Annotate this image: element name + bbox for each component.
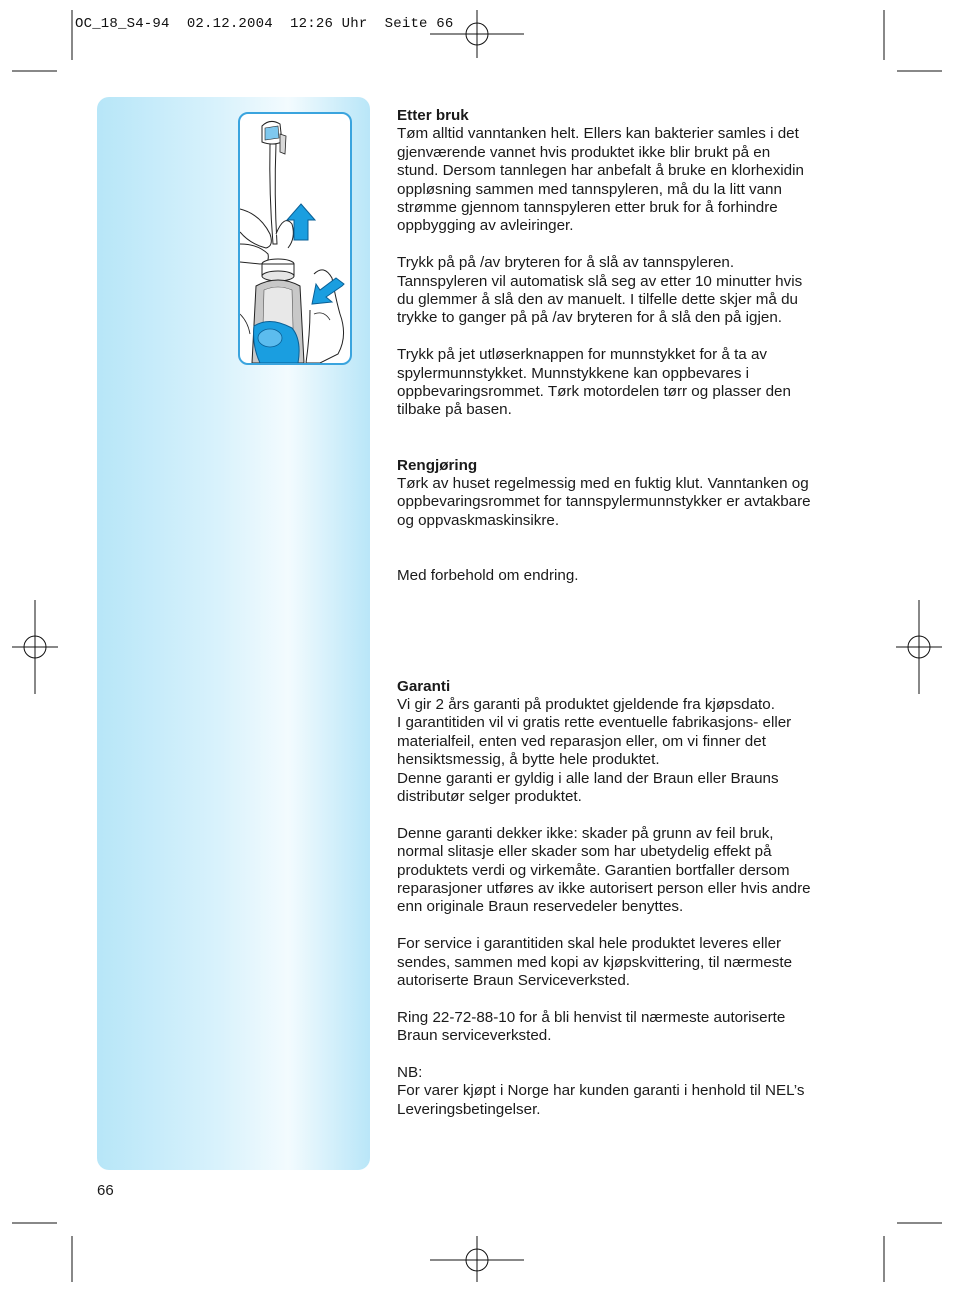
- text-line: sendes, sammen med kopi av kjøpskvittering, til nærmeste: [397, 953, 793, 971]
- text-line: oppbevaringsrommet. Tørk motordelen tørr og plasser den: [397, 383, 791, 401]
- paragraph: [397, 254, 867, 328]
- section-etter-bruk: [397, 107, 867, 420]
- text-line: stund. Dersom tannlegen har anbefalt å bruke en klorhexidin: [397, 162, 804, 180]
- product-illustration: [238, 112, 352, 365]
- registration-target-icon: [430, 1236, 524, 1282]
- text-line: du glemmer å slå den av manuelt. I tilfelle dette skjer må du: [397, 291, 798, 309]
- text-line: spylermunnstykket. Munnstykkene kan oppbevares i: [397, 364, 750, 382]
- text-line: normal slitasje eller skader som har ubetydelig effekt på: [397, 843, 772, 861]
- paragraph: [397, 567, 867, 585]
- text-line: Leveringsbetingelser.: [397, 1100, 541, 1118]
- text-line: oppløsning sammen med tannspyleren, må du la litt vann: [397, 180, 782, 198]
- text-line: tilbake på basen.: [397, 401, 512, 419]
- registration-target-icon: [430, 10, 524, 58]
- slug-line: OC_18_S4-94 02.12.2004 12:26 Uhr Seite 66: [75, 16, 454, 32]
- paragraph: [397, 696, 867, 806]
- section-rengjoring: [397, 457, 867, 586]
- paragraph: [397, 1064, 867, 1119]
- paragraph: [397, 346, 867, 420]
- text-line: Trykk på jet utløserknappen for munnstykket for å ta av: [397, 346, 768, 364]
- paragraph: [397, 475, 867, 530]
- paragraph: [397, 125, 867, 235]
- section-garanti: [397, 678, 867, 1120]
- text-line: oppbevaringsrommet for tannspylermunnstykker er avtakbare: [397, 493, 811, 511]
- text-line: enn originale Braun reservedeler benyttes.: [397, 898, 684, 916]
- text-line: Tørk av huset regelmessig med en fuktig klut. Vanntanken og: [397, 475, 809, 493]
- page-number: 66: [97, 1182, 114, 1199]
- section-heading: Garanti: [397, 677, 451, 695]
- text-line: For service i garantitiden skal hele produktet leveres eller: [397, 935, 782, 953]
- text-line: strømme gjennom tannspyleren etter bruk for å forhindre: [397, 199, 778, 217]
- main-text-column: [397, 107, 867, 1119]
- text-line: Tannspyleren vil automatisk slå seg av etter 10 minutter hvis: [397, 272, 803, 290]
- text-line: Med forbehold om endring.: [397, 567, 579, 585]
- text-line: Vi gir 2 års garanti på produktet gjeldende fra kjøpsdato.: [397, 695, 775, 713]
- text-line: For varer kjøpt i Norge har kunden garanti i henhold til NEL’s: [397, 1082, 805, 1100]
- text-line: NB:: [397, 1063, 423, 1081]
- text-line: og oppvaskmaskinsikre.: [397, 511, 560, 529]
- text-line: Tøm alltid vanntanken helt. Ellers kan bakterier samles i det: [397, 125, 799, 143]
- paragraph: [397, 1009, 867, 1046]
- text-line: oppbygging av avleiringer.: [397, 217, 574, 235]
- paragraph: [397, 935, 867, 990]
- text-line: trykke to ganger på på /av bryteren for å slå den på igjen.: [397, 309, 782, 327]
- text-line: Ring 22-72-88-10 for å bli henvist til nærmeste autoriserte: [397, 1008, 786, 1026]
- section-heading: Etter bruk: [397, 107, 469, 124]
- text-line: materialfeil, enten ved reparasjon eller, om vi finner det: [397, 732, 766, 750]
- section-heading: Rengjøring: [397, 456, 478, 474]
- text-line: Denne garanti er gyldig i alle land der Braun eller Brauns: [397, 769, 779, 787]
- registration-target-icon: [896, 600, 942, 694]
- text-line: Trykk på på /av bryteren for å slå av tannspyleren.: [397, 254, 735, 272]
- text-line: I garantitiden vil vi gratis rette eventuelle fabrikasjons- eller: [397, 714, 792, 732]
- registration-target-icon: [12, 600, 58, 694]
- text-line: distributør selger produktet.: [397, 787, 582, 805]
- text-line: hensiktsmessig, å bytte hele produktet.: [397, 751, 660, 769]
- text-line: autoriserte Braun Serviceverksted.: [397, 971, 630, 989]
- text-line: reparasjoner utføres av ikke autorisert person eller hvis andre: [397, 879, 811, 897]
- text-line: produktets verdi og virkemåte. Garantien bortfaller dersom: [397, 861, 790, 879]
- paragraph: [397, 825, 867, 917]
- text-line: Braun serviceverksted.: [397, 1027, 552, 1045]
- text-line: Denne garanti dekker ikke: skader på grunn av feil bruk,: [397, 824, 774, 842]
- text-line: gjenværende vannet hvis produktet ikke blir brukt på en: [397, 143, 771, 161]
